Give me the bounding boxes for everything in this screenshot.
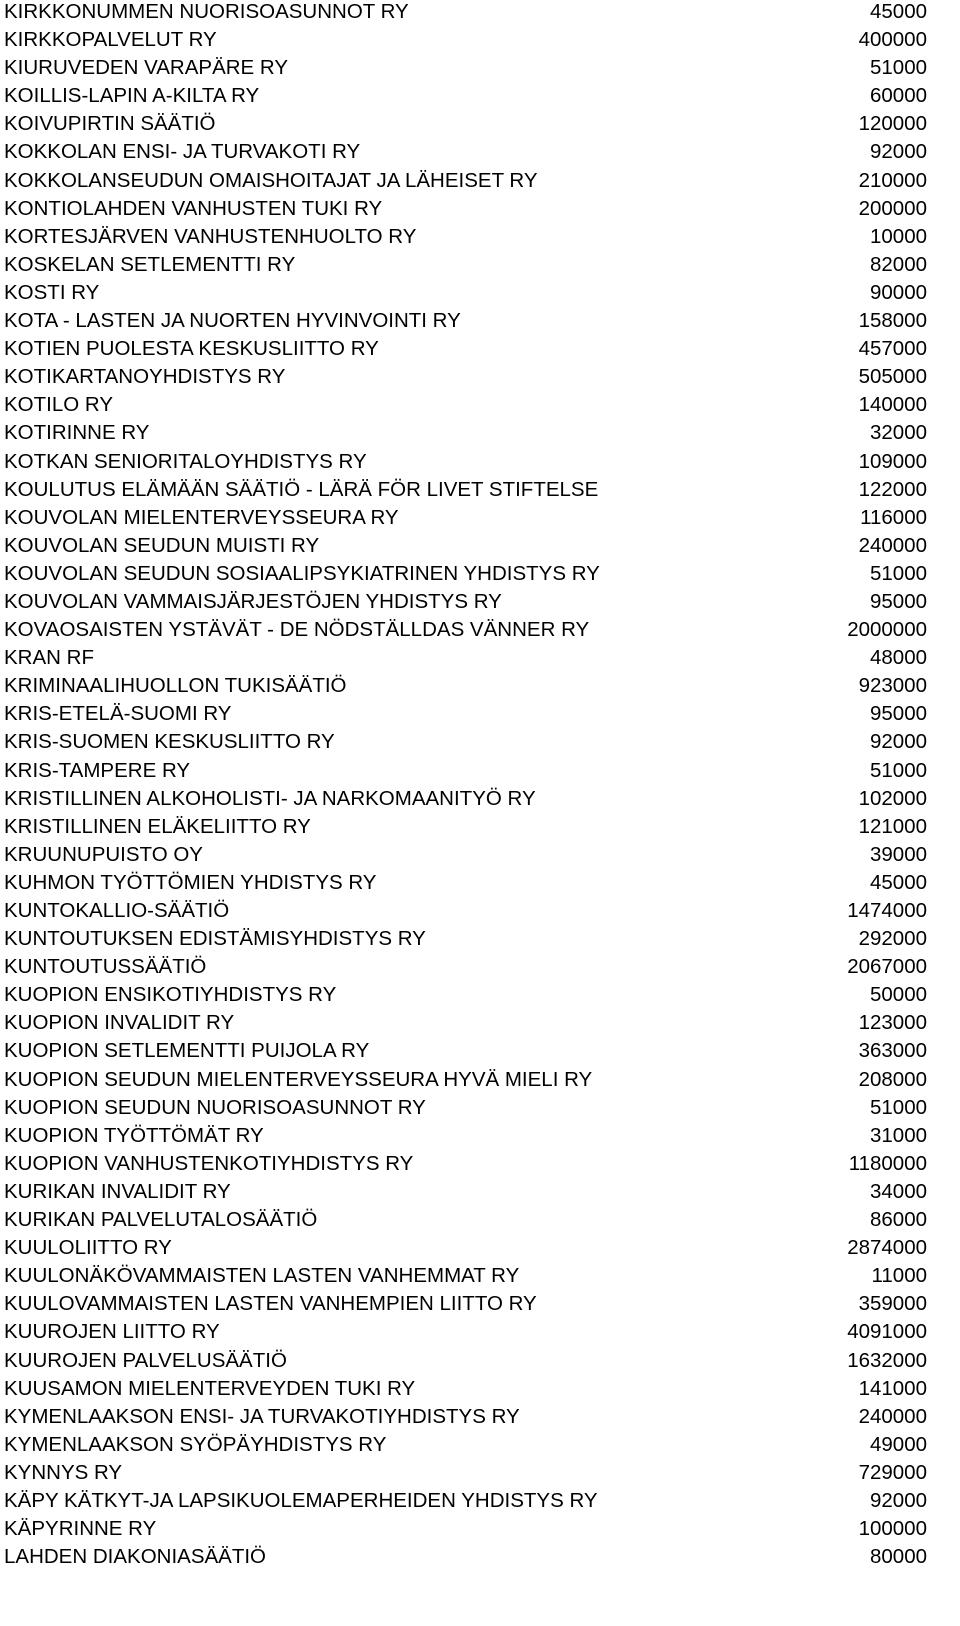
list-item xyxy=(4,1489,927,1517)
organization-name: KOVAOSAISTEN YSTÄVÄT - DE NÖDSTÄLLDAS VÄNNER RY xyxy=(4,618,590,642)
grant-amount: 51000 xyxy=(869,561,927,585)
list-item xyxy=(4,843,927,871)
grant-amount: 39000 xyxy=(869,842,927,866)
grant-amount: 92000 xyxy=(869,1488,927,1512)
list-item xyxy=(4,787,927,815)
grant-amount: 505000 xyxy=(858,365,927,389)
organization-name: KRIMINAALIHUOLLON TUKISÄÄTIÖ xyxy=(4,674,347,698)
grant-amount: 49000 xyxy=(869,1432,927,1456)
organization-name: KORTESJÄRVEN VANHUSTENHUOLTO RY xyxy=(4,224,417,248)
list-item xyxy=(4,983,927,1011)
list-item xyxy=(4,197,927,225)
organization-name: KUOPION SEUDUN MIELENTERVEYSSEURA HYVÄ MIELI RY xyxy=(4,1067,593,1091)
organization-name: KOTA - LASTEN JA NUORTEN HYVINVOINTI RY xyxy=(4,309,461,333)
organization-name: KOUVOLAN MIELENTERVEYSSEURA RY xyxy=(4,505,399,529)
organization-name: KUOPION SEUDUN NUORISOASUNNOT RY xyxy=(4,1095,426,1119)
list-item xyxy=(4,1236,927,1264)
organization-list xyxy=(4,0,927,1573)
grant-amount: 122000 xyxy=(858,477,927,501)
list-item xyxy=(4,1292,927,1320)
grant-amount: 116000 xyxy=(860,505,927,529)
organization-name: KUULOVAMMAISTEN LASTEN VANHEMPIEN LIITTO RY xyxy=(4,1292,537,1316)
list-item xyxy=(4,337,927,365)
grant-amount: 48000 xyxy=(869,646,927,670)
grant-amount: 210000 xyxy=(858,168,927,192)
organization-name: KUOPION ENSIKOTIYHDISTYS RY xyxy=(4,983,337,1007)
grant-amount: 109000 xyxy=(858,449,927,473)
organization-name: KOSTI RY xyxy=(4,280,100,304)
organization-name: LAHDEN DIAKONIASÄÄTIÖ xyxy=(4,1545,267,1569)
organization-name: KRIS-TAMPERE RY xyxy=(4,758,191,782)
list-item xyxy=(4,0,927,28)
organization-name: KRIS-ETELÄ-SUOMI RY xyxy=(4,702,232,726)
organization-name: KONTIOLAHDEN VANHUSTEN TUKI RY xyxy=(4,196,383,220)
grant-amount: 92000 xyxy=(869,730,927,754)
grant-amount: 240000 xyxy=(858,1404,927,1428)
organization-name: KÄPYRINNE RY xyxy=(4,1517,157,1541)
organization-name: KUNTOKALLIO-SÄÄTIÖ xyxy=(4,899,230,922)
grant-amount: 50000 xyxy=(869,983,927,1007)
grant-amount: 34000 xyxy=(869,1179,927,1203)
grant-amount: 140000 xyxy=(858,393,927,417)
organization-name: KYNNYS RY xyxy=(4,1460,123,1484)
list-item xyxy=(4,646,927,674)
grant-amount: 32000 xyxy=(869,421,927,445)
grant-amount: 31000 xyxy=(869,1123,927,1147)
organization-name: KURIKAN PALVELUTALOSÄÄTIÖ xyxy=(4,1208,318,1232)
list-item xyxy=(4,759,927,787)
list-item xyxy=(4,84,927,112)
list-item xyxy=(4,1433,927,1461)
grant-amount: 457000 xyxy=(858,337,927,361)
list-item xyxy=(4,1264,927,1292)
organization-name: KUOPION TYÖTTÖMÄT RY xyxy=(4,1123,264,1147)
list-item xyxy=(4,450,927,478)
list-item xyxy=(4,1096,927,1124)
grant-amount: 123000 xyxy=(858,1011,927,1035)
list-item xyxy=(4,1405,927,1433)
grant-amount: 120000 xyxy=(858,112,927,136)
list-item xyxy=(4,478,927,506)
grant-amount: 121000 xyxy=(858,814,927,838)
grant-amount: 400000 xyxy=(858,28,927,52)
organization-name: KUULONÄKÖVAMMAISTEN LASTEN VANHEMMAT RY xyxy=(4,1264,520,1288)
grant-amount: 1474000 xyxy=(847,899,927,922)
list-item xyxy=(4,534,927,562)
list-item xyxy=(4,730,927,758)
organization-name: KOKKOLAN ENSI- JA TURVAKOTI RY xyxy=(4,140,361,164)
list-item xyxy=(4,1208,927,1236)
organization-name: KOILLIS-LAPIN A-KILTA RY xyxy=(4,84,260,108)
list-item xyxy=(4,506,927,534)
list-item xyxy=(4,112,927,140)
grant-amount: 200000 xyxy=(858,196,927,220)
organization-name: KOUVOLAN VAMMAISJÄRJESTÖJEN YHDISTYS RY xyxy=(4,589,502,613)
organization-name: KYMENLAAKSON SYÖPÄYHDISTYS RY xyxy=(4,1432,387,1456)
grant-amount: 4091000 xyxy=(847,1320,927,1344)
grant-amount: 51000 xyxy=(869,1095,927,1119)
list-item xyxy=(4,1068,927,1096)
grant-amount: 2067000 xyxy=(847,955,927,979)
list-item xyxy=(4,955,927,983)
grant-amount: 92000 xyxy=(869,140,927,164)
grant-amount: 95000 xyxy=(869,589,927,613)
organization-name: KIURUVEDEN VARAPÄRE RY xyxy=(4,56,289,80)
organization-name: KUULOLIITTO RY xyxy=(4,1236,172,1260)
organization-name: KUOPION VANHUSTENKOTIYHDISTYS RY xyxy=(4,1151,414,1175)
list-item xyxy=(4,281,927,309)
list-item xyxy=(4,1461,927,1489)
list-item xyxy=(4,140,927,168)
organization-name: KOULUTUS ELÄMÄÄN SÄÄTIÖ - LÄRÄ FÖR LIVET STIFTELSE xyxy=(4,477,599,501)
grant-amount: 45000 xyxy=(869,0,927,23)
grant-amount: 2000000 xyxy=(847,618,927,642)
list-item xyxy=(4,815,927,843)
grant-amount: 141000 xyxy=(858,1376,927,1400)
list-item xyxy=(4,365,927,393)
organization-name: KUUROJEN PALVELUSÄÄTIÖ xyxy=(4,1348,287,1372)
grant-amount: 158000 xyxy=(858,309,927,333)
grant-amount: 10000 xyxy=(869,224,927,248)
list-item xyxy=(4,1152,927,1180)
list-item xyxy=(4,393,927,421)
grant-amount: 86000 xyxy=(869,1208,927,1232)
organization-name: KRISTILLINEN ELÄKELIITTO RY xyxy=(4,814,311,838)
list-item xyxy=(4,702,927,730)
list-item xyxy=(4,899,927,927)
organization-name: KUNTOUTUKSEN EDISTÄMISYHDISTYS RY xyxy=(4,927,426,951)
organization-name: KYMENLAAKSON ENSI- JA TURVAKOTIYHDISTYS RY xyxy=(4,1404,520,1428)
organization-name: KUOPION SETLEMENTTI PUIJOLA RY xyxy=(4,1039,370,1063)
grant-amount: 95000 xyxy=(869,702,927,726)
grant-amount: 292000 xyxy=(858,927,927,951)
list-item xyxy=(4,28,927,56)
organization-name: KRIS-SUOMEN KESKUSLIITTO RY xyxy=(4,730,335,754)
grant-amount: 923000 xyxy=(858,674,927,698)
organization-name: KURIKAN INVALIDIT RY xyxy=(4,1179,231,1203)
grant-amount: 208000 xyxy=(858,1067,927,1091)
organization-name: KOTILO RY xyxy=(4,393,113,417)
organization-name: KOTIRINNE RY xyxy=(4,421,150,445)
list-item xyxy=(4,1349,927,1377)
list-item xyxy=(4,871,927,899)
list-item xyxy=(4,618,927,646)
grant-amount: 1180000 xyxy=(848,1151,927,1175)
grant-amount: 359000 xyxy=(858,1292,927,1316)
list-item xyxy=(4,169,927,197)
organization-name: KUUROJEN LIITTO RY xyxy=(4,1320,220,1344)
grant-amount: 102000 xyxy=(858,786,927,810)
grant-amount: 80000 xyxy=(869,1545,927,1569)
list-item xyxy=(4,1039,927,1067)
grant-amount: 2874000 xyxy=(847,1236,927,1260)
list-item xyxy=(4,927,927,955)
grant-amount: 363000 xyxy=(858,1039,927,1063)
organization-name: KIRKKOPALVELUT RY xyxy=(4,28,217,52)
organization-name: KIRKKONUMMEN NUORISOASUNNOT RY xyxy=(4,0,409,23)
grant-amount: 51000 xyxy=(869,758,927,782)
list-item xyxy=(4,1545,927,1573)
grant-amount: 11000 xyxy=(871,1264,927,1288)
grant-amount: 90000 xyxy=(869,280,927,304)
organization-name: KUOPION INVALIDIT RY xyxy=(4,1011,235,1035)
organization-name: KOTIEN PUOLESTA KESKUSLIITTO RY xyxy=(4,337,379,361)
list-item xyxy=(4,225,927,253)
list-item xyxy=(4,309,927,337)
organization-name: KOTKAN SENIORITALOYHDISTYS RY xyxy=(4,449,367,473)
list-item xyxy=(4,56,927,84)
organization-name: KOUVOLAN SEUDUN MUISTI RY xyxy=(4,533,320,557)
grant-amount: 45000 xyxy=(869,870,927,894)
organization-name: KÄPY KÄTKYT-JA LAPSIKUOLEMAPERHEIDEN YHDISTYS RY xyxy=(4,1488,598,1512)
grant-amount: 60000 xyxy=(869,84,927,108)
organization-name: KOKKOLANSEUDUN OMAISHOITAJAT JA LÄHEISET RY xyxy=(4,168,538,192)
organization-name: KRISTILLINEN ALKOHOLISTI- JA NARKOMAANITYÖ RY xyxy=(4,786,536,810)
list-item xyxy=(4,1180,927,1208)
grant-amount: 240000 xyxy=(858,533,927,557)
organization-name: KUNTOUTUSSÄÄTIÖ xyxy=(4,955,207,979)
list-item xyxy=(4,1320,927,1348)
organization-name: KOIVUPIRTIN SÄÄTIÖ xyxy=(4,112,216,136)
organization-name: KOSKELAN SETLEMENTTI RY xyxy=(4,252,296,276)
list-item xyxy=(4,253,927,281)
list-item xyxy=(4,1124,927,1152)
grant-amount: 1632000 xyxy=(847,1348,927,1372)
grant-amount: 82000 xyxy=(869,252,927,276)
list-item xyxy=(4,1011,927,1039)
list-item xyxy=(4,421,927,449)
list-item xyxy=(4,1377,927,1405)
organization-name: KRAN RF xyxy=(4,646,94,670)
list-item xyxy=(4,562,927,590)
organization-name: KUHMON TYÖTTÖMIEN YHDISTYS RY xyxy=(4,870,377,894)
grant-amount: 51000 xyxy=(869,56,927,80)
list-item xyxy=(4,674,927,702)
list-item xyxy=(4,1517,927,1545)
organization-name: KOTIKARTANOYHDISTYS RY xyxy=(4,365,286,389)
grant-amount: 729000 xyxy=(858,1460,927,1484)
list-item xyxy=(4,590,927,618)
organization-name: KRUUNUPUISTO OY xyxy=(4,842,203,866)
organization-name: KOUVOLAN SEUDUN SOSIAALIPSYKIATRINEN YHDISTYS RY xyxy=(4,561,600,585)
grant-amount: 100000 xyxy=(858,1517,927,1541)
organization-name: KUUSAMON MIELENTERVEYDEN TUKI RY xyxy=(4,1376,416,1400)
